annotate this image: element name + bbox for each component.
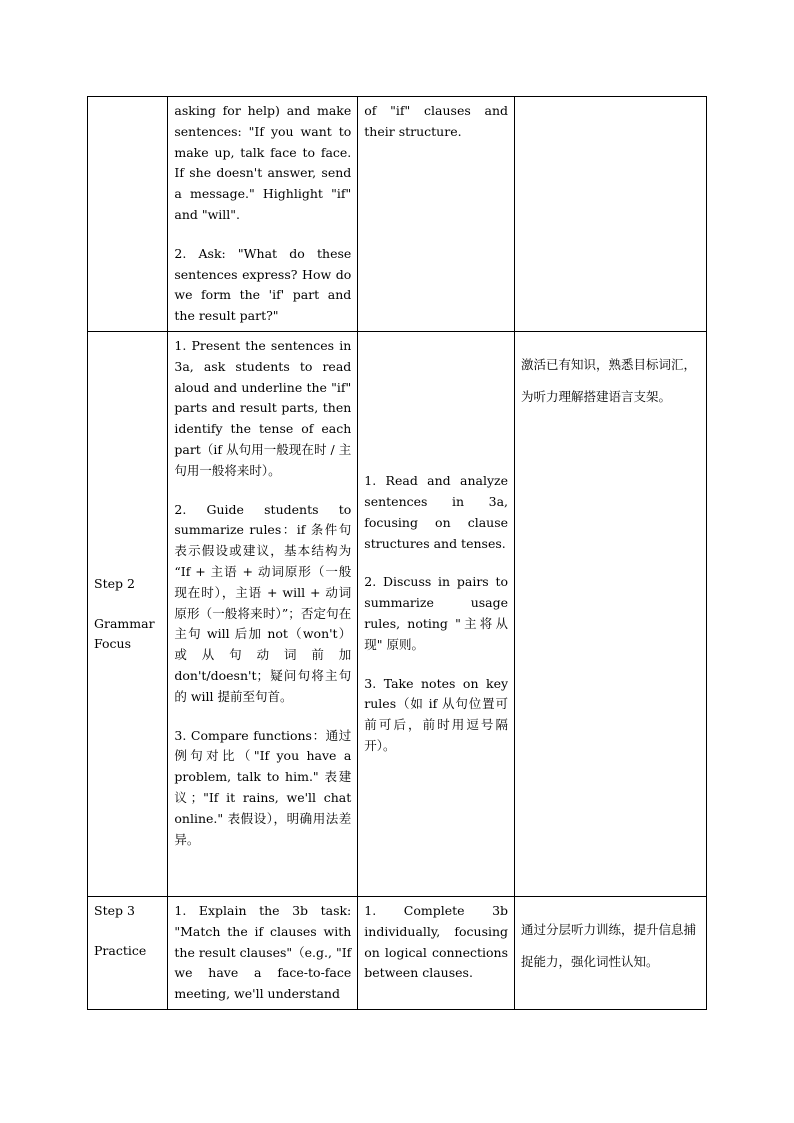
step-cell <box>88 97 168 332</box>
student-activity-text: 2. Discuss in pairs to summarize usage rules, noting "主将从现" 原则。 <box>364 574 509 652</box>
teacher-activity-text: 3. Compare functions：通过例句对比（"If you have a problem, talk to him." 表建议；"If it rains, we'll chat online." 表假设），明确用法差异。 <box>174 727 352 847</box>
step-label: Step 2 <box>94 576 135 591</box>
student-activity-text: 1. Complete 3b individually, focusing on logical connections between clauses. <box>364 903 509 981</box>
teacher-activity-cell <box>168 332 358 897</box>
step-cell <box>88 332 168 897</box>
student-activity-cell <box>358 97 515 332</box>
student-activity-text: 3. Take notes on key rules（如 if 从句位置可前可后，前时用逗号隔开）。 <box>364 675 509 753</box>
teacher-activity-text: 1. Explain the 3b task: "Match the if clauses with the result clauses"（e.g., "If we have a face-to-face meeting, we'll understand <box>174 903 352 1002</box>
teacher-activity-text: 2. Ask: "What do these sentences express? How do we form the 'if' part and the result part?" <box>174 245 352 324</box>
table-row <box>88 97 707 332</box>
teacher-activity-text: 1. Present the sentences in 3a, ask students to read aloud and underline the "if" parts and result parts, then identify the tense of each part（if 从句用一般现在时 / 主句用一般将来时）。 <box>174 338 352 478</box>
table-row <box>88 332 707 897</box>
student-activity-cell <box>358 332 515 897</box>
purpose-text: 通过分层听力训练，提升信息捕捉能力，强化词性认知。 <box>521 921 697 969</box>
purpose-text: 激活已有知识，熟悉目标词汇，为听力理解搭建语言支架。 <box>521 356 697 404</box>
student-activity-cell <box>358 897 515 1010</box>
student-activity-text: 1. Read and analyze sentences in 3a, focusing on clause structures and tenses. <box>364 473 509 551</box>
teacher-activity-cell <box>168 97 358 332</box>
step-label: Step 3 <box>94 903 135 918</box>
student-activity-text: of "if" clauses and their structure. <box>364 103 509 139</box>
stage-label: Grammar Focus <box>94 616 155 651</box>
teacher-activity-cell <box>168 897 358 1010</box>
stage-label: Practice <box>94 943 147 958</box>
purpose-cell <box>515 332 707 897</box>
teacher-activity-text: 2. Guide students to summarize rules：if 条件句表示假设或建议，基本结构为 “If + 主语 + 动词原形（一般现在时），主语 + will + 动词原形（一般将来时）”；否定句在主句 will 后加 not（won't）或从句动词前加 don't/doesn't；疑问句将主句的 will 提前至句首。 <box>174 501 352 704</box>
purpose-cell <box>515 97 707 332</box>
purpose-cell <box>515 897 707 1010</box>
lesson-plan-table <box>87 96 707 1010</box>
teacher-activity-text: asking for help) and make sentences: "If you want to make up, talk face to face. If she doesn't answer, send a message." Highlight "if" and "will". <box>174 103 352 222</box>
table-row <box>88 897 707 1010</box>
step-cell <box>88 897 168 1010</box>
